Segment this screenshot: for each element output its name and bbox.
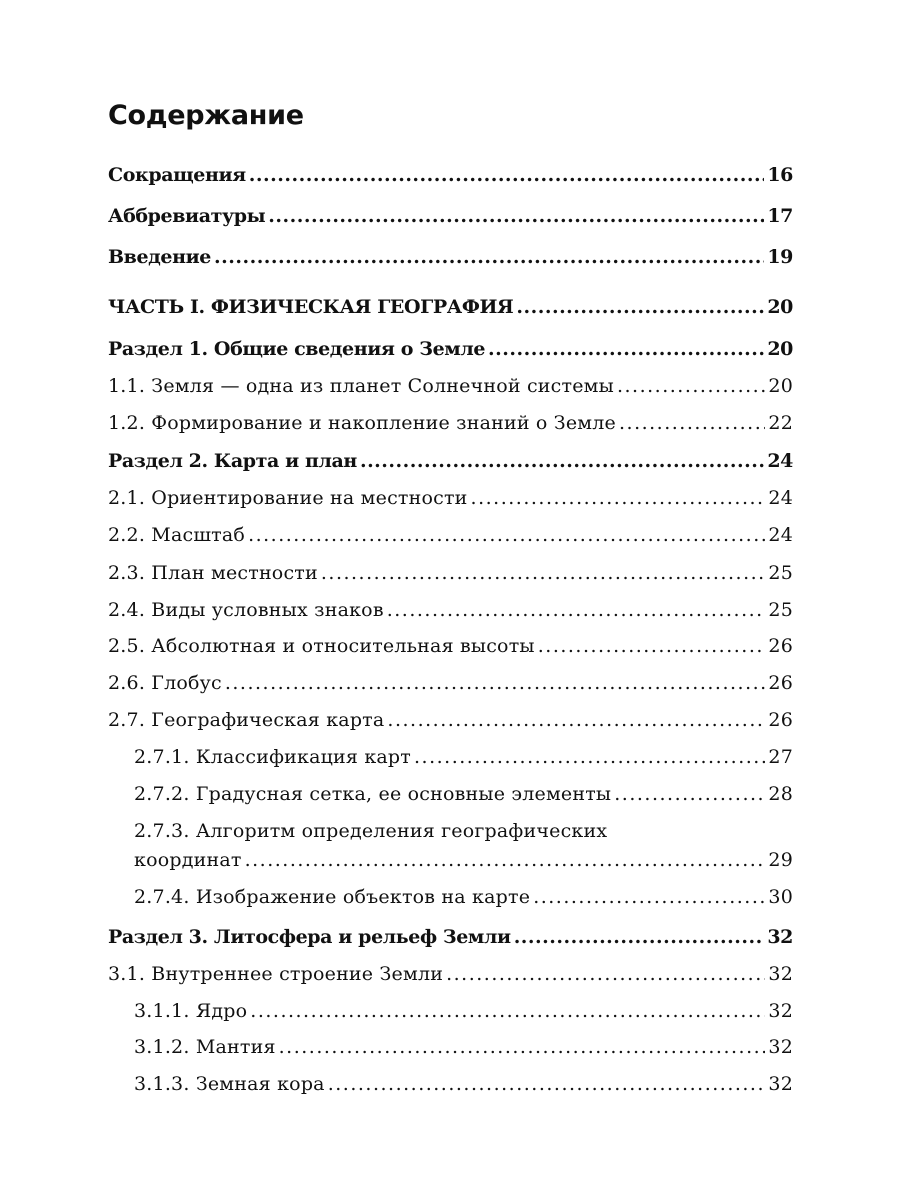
toc-entry-page: 30 — [768, 886, 793, 908]
toc-entry-page: 28 — [768, 783, 793, 805]
toc-entry-page: 32 — [767, 926, 793, 948]
dot-leader — [446, 959, 765, 989]
toc-entry-page: 24 — [768, 524, 793, 546]
toc-entry-label: ЧАСТЬ I. ФИЗИЧЕСКАЯ ГЕОГРАФИЯ — [108, 296, 514, 318]
toc-entry-label: 2.7.1. Классификация карт — [134, 746, 411, 768]
dot-leader — [268, 201, 764, 231]
dot-leader — [250, 996, 765, 1026]
toc-entry-page: 17 — [767, 205, 793, 227]
dot-leader — [414, 742, 765, 772]
toc-entry-2-3[interactable] — [108, 558, 793, 588]
toc-entry-label: 3.1.3. Земная кора — [134, 1073, 325, 1095]
toc-entry-section-3[interactable] — [108, 922, 793, 952]
dot-leader — [360, 446, 764, 476]
toc-entry-label: 2.7.4. Изображение объектов на карте — [134, 886, 531, 908]
dot-leader — [225, 668, 766, 698]
toc-entry-2-1[interactable] — [108, 483, 793, 513]
toc-entry-label: координат — [134, 849, 242, 871]
toc-entry-1-2[interactable] — [108, 408, 793, 438]
toc-entry-page: 26 — [768, 635, 793, 657]
toc-entry-label: 1.2. Формирование и накопление знаний о Земле — [108, 412, 616, 434]
toc-entry-2-7-1[interactable] — [134, 742, 793, 772]
toc-entry-page: 20 — [767, 296, 793, 318]
toc-entry-page: 32 — [768, 1000, 793, 1022]
toc-entry-2-7-2[interactable] — [134, 779, 793, 809]
dot-leader — [614, 779, 765, 809]
toc-entry-part-1[interactable] — [108, 292, 793, 322]
toc-entry-2-5[interactable] — [108, 631, 793, 661]
toc-entry-2-4[interactable] — [108, 595, 793, 625]
toc-entry-label: 2.7.2. Градусная сетка, ее основные элементы — [134, 783, 612, 805]
toc-entry-3-1-3[interactable] — [134, 1069, 793, 1099]
dot-leader — [387, 705, 765, 735]
dot-leader — [279, 1032, 766, 1062]
toc-entry-2-7-3-first-line[interactable]: 2.7.3. Алгоритм определения географических — [134, 820, 608, 842]
toc-entry-label: 2.6. Глобус — [108, 672, 222, 694]
toc-entry-page: 32 — [768, 963, 793, 985]
toc-entry-2-6[interactable] — [108, 668, 793, 698]
toc-entry-page: 24 — [768, 487, 793, 509]
toc-entry-page: 32 — [768, 1036, 793, 1058]
toc-entry-label: 3.1.2. Мантия — [134, 1036, 276, 1058]
toc-entry-2-2[interactable] — [108, 520, 793, 550]
toc-entry-page: 25 — [768, 562, 793, 584]
toc-entry-label: 2.5. Абсолютная и относительная высоты — [108, 635, 535, 657]
dot-leader — [214, 242, 764, 272]
toc-entry-label: 1.1. Земля — одна из планет Солнечной системы — [108, 375, 614, 397]
toc-entry-acronyms[interactable] — [108, 201, 793, 231]
dot-leader — [321, 558, 766, 588]
toc-entry-section-2[interactable] — [108, 446, 793, 476]
toc-entry-page: 24 — [767, 450, 793, 472]
toc-entry-2-7[interactable] — [108, 705, 793, 735]
dot-leader — [387, 595, 766, 625]
dot-leader — [249, 160, 765, 190]
dot-leader — [516, 292, 764, 322]
toc-entry-label: Аббревиатуры — [108, 205, 266, 227]
toc-entry-1-1[interactable] — [108, 371, 793, 401]
toc-entry-label: 2.2. Масштаб — [108, 524, 246, 546]
toc-entry-label: Сокращения — [108, 164, 246, 186]
toc-entry-3-1[interactable] — [108, 959, 793, 989]
toc-entry-page: 19 — [767, 246, 793, 268]
dot-leader — [471, 483, 766, 513]
toc-entry-label: 3.1.1. Ядро — [134, 1000, 248, 1022]
toc-entry-label: Раздел 2. Карта и план — [108, 450, 357, 472]
toc-entry-label: 2.7. Географическая карта — [108, 709, 385, 731]
toc-entry-label: 2.3. План местности — [108, 562, 318, 584]
toc-entry-page: 20 — [768, 375, 793, 397]
toc-entry-page: 32 — [768, 1073, 793, 1095]
toc-entry-label: Введение — [108, 246, 211, 268]
toc-entry-page: 29 — [768, 849, 793, 871]
toc-entry-label: Раздел 3. Литосфера и рельеф Земли — [108, 926, 511, 948]
toc-entry-label: 3.1. Внутреннее строение Земли — [108, 963, 444, 985]
toc-entry-3-1-2[interactable] — [134, 1032, 793, 1062]
page-title: Содержание — [108, 100, 304, 131]
toc-entry-2-7-3[interactable] — [134, 845, 793, 875]
toc-entry-page: 16 — [767, 164, 793, 186]
dot-leader — [248, 520, 765, 550]
toc-entry-label: Раздел 1. Общие сведения о Земле — [108, 338, 486, 360]
dot-leader — [488, 334, 764, 364]
toc-entry-page: 22 — [768, 412, 793, 434]
toc-entry-page: 25 — [768, 599, 793, 621]
dot-leader — [619, 408, 765, 438]
toc-entry-abbreviations[interactable] — [108, 160, 793, 190]
dot-leader — [538, 631, 766, 661]
toc-entry-page: 27 — [768, 746, 793, 768]
dot-leader — [533, 882, 765, 912]
toc-entry-label: 2.4. Виды условных знаков — [108, 599, 384, 621]
dot-leader — [617, 371, 765, 401]
toc-entry-2-7-4[interactable] — [134, 882, 793, 912]
dot-leader — [328, 1069, 766, 1099]
toc-entry-page: 26 — [768, 672, 793, 694]
toc-entry-3-1-1[interactable] — [134, 996, 793, 1026]
dot-leader — [514, 922, 765, 952]
toc-entry-section-1[interactable] — [108, 334, 793, 364]
toc-entry-introduction[interactable] — [108, 242, 793, 272]
toc-entry-page: 26 — [768, 709, 793, 731]
toc-entry-page: 20 — [767, 338, 793, 360]
dot-leader — [245, 845, 766, 875]
toc-entry-label: 2.1. Ориентирование на местности — [108, 487, 468, 509]
